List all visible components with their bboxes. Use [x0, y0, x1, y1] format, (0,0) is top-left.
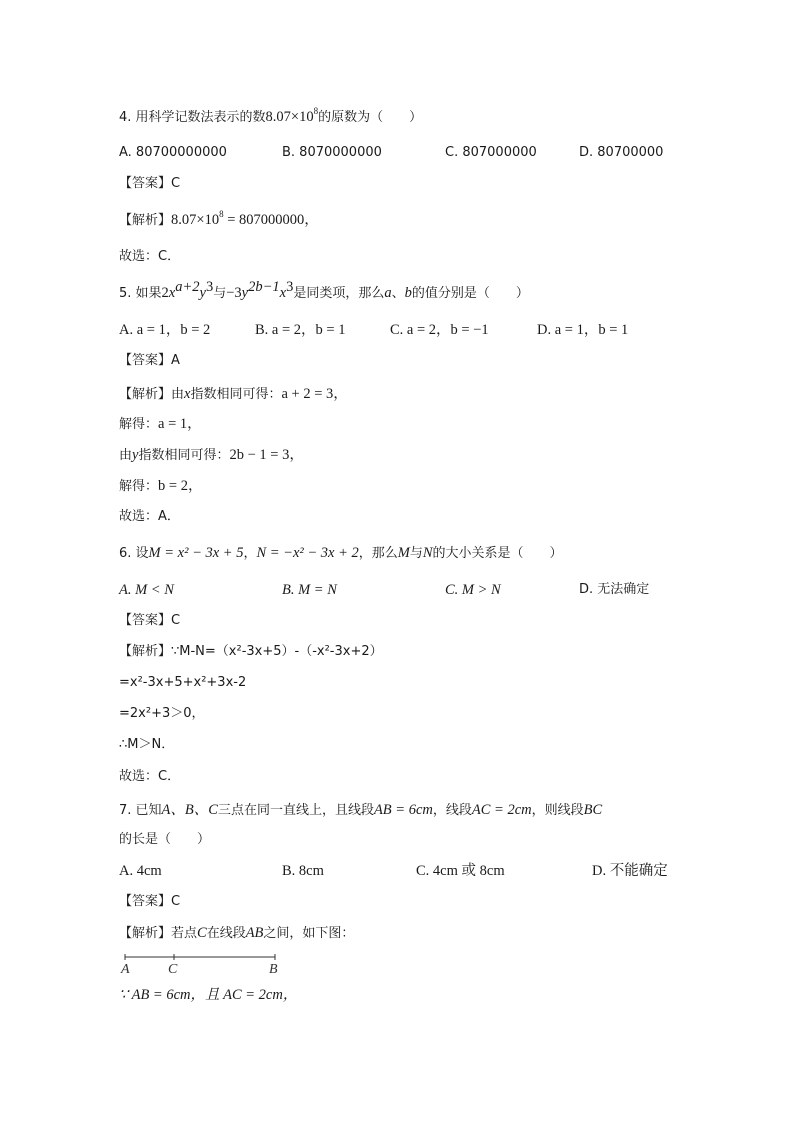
q6-stem: 6. 设M = x² − 3x + 5，N = −x² − 3x + 2，那么M与N的大小关系是（ ）: [119, 545, 563, 561]
q6-analysis-2: =x²-3x+5+x²+3x-2: [119, 675, 247, 690]
q4-answer: 【答案】C: [119, 176, 181, 191]
q7-stem-line1: 7. 已知A、B、C三点在同一直线上，且线段AB = 6cm，线段AC = 2cm，则线段BC: [119, 802, 603, 818]
q6-analysis-1: 【解析】∵M-N=（x²-3x+5）-（-x²-3x+2）: [119, 644, 383, 659]
q6-option-b: B. M = N: [282, 582, 337, 598]
q4-conclusion: 故选：C．: [119, 249, 181, 264]
q7-answer: 【答案】C: [119, 894, 181, 909]
q7-analysis-1: 【解析】若点C在线段AB之间，如下图：: [119, 925, 355, 941]
q5-analysis-1: 【解析】由x指数相同可得：a + 2 = 3，: [119, 386, 348, 402]
q6-analysis-4: ∴M＞N．: [119, 737, 175, 752]
q5-answer: 【答案】A: [119, 353, 180, 368]
q5-conclusion: 故选：A．: [119, 509, 180, 524]
q5-option-d: D. a = 1，b = 1: [537, 322, 629, 338]
q4-analysis: 【解析】$8.07\times 10^8 = 807000000$，: [119, 209, 319, 228]
q5-option-a: A. a = 1，b = 2: [119, 322, 211, 338]
q5-analysis-4: 解得：b = 2，: [119, 478, 203, 494]
q4-option-a: A. 80700000000: [119, 145, 227, 160]
q5-stem: 5. 如果$2x^{a+2}y^3$与$-3y^{2b-1}x^3$是同类项，那么a、b的值分别是（ ）: [119, 278, 529, 301]
q7-option-b: B. 8cm: [282, 863, 324, 879]
q4-option-c: C. 807000000: [445, 145, 537, 160]
q7-stem-line2: 的长是（ ）: [119, 832, 211, 847]
q4-option-b: B. 8070000000: [282, 145, 382, 160]
q5-option-c: C. a = 2，b = −1: [390, 322, 489, 338]
label-c: C: [168, 962, 178, 977]
q7-option-d: D. 不能确定: [592, 863, 668, 879]
q6-answer: 【答案】C: [119, 613, 181, 628]
q7-analysis-2: ∵ AB = 6cm，且 AC = 2cm，: [119, 987, 298, 1003]
q6-option-a: A. M < N: [119, 582, 174, 598]
q6-conclusion: 故选：C．: [119, 769, 181, 784]
label-b: B: [269, 962, 278, 977]
q5-analysis-2: 解得：a = 1，: [119, 416, 202, 432]
q6-option-c: C. M > N: [445, 582, 501, 598]
q4-option-d: D. 80700000: [579, 145, 664, 160]
q4-number: $8.07\times 10^8$: [265, 106, 319, 125]
segment-diagram: [119, 952, 289, 978]
label-a: A: [121, 962, 130, 977]
q6-option-d: D. 无法确定: [579, 582, 650, 597]
q7-option-c: C. 4cm 或 8cm: [416, 863, 505, 879]
q5-analysis-3: 由y指数相同可得：2b − 1 = 3，: [119, 447, 304, 463]
q5-option-b: B. a = 2，b = 1: [255, 322, 346, 338]
q4-stem: 4. 用科学记数法表示的数$8.07\times 10^8$的原数为（ ）: [119, 106, 423, 125]
q7-option-a: A. 4cm: [119, 863, 162, 879]
q6-analysis-3: =2x²+3＞0，: [119, 706, 205, 721]
